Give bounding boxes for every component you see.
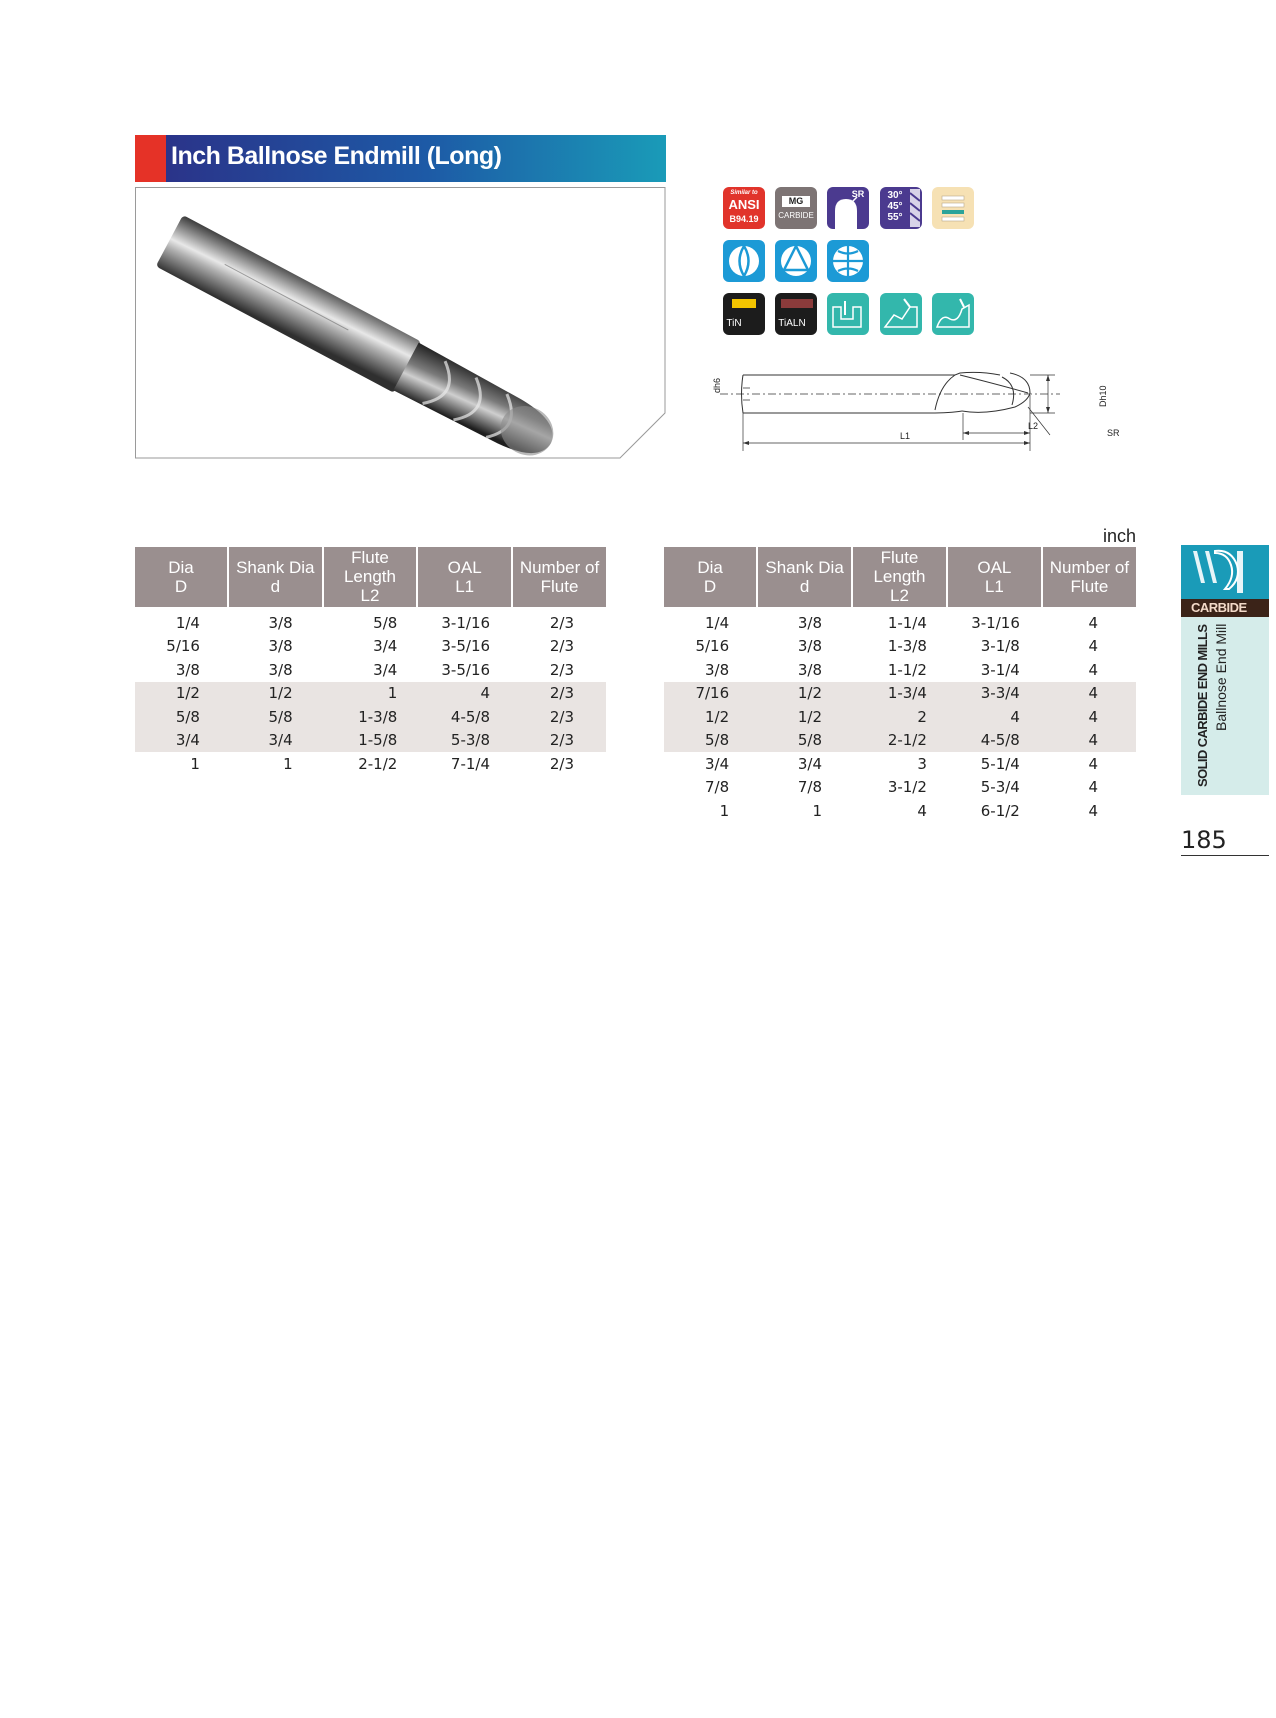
table-cell: 2/3 [512, 682, 606, 706]
section-tab [1181, 545, 1269, 795]
table-cell: 3/8 [797, 660, 823, 679]
column-header [664, 547, 757, 607]
table-cell: 2-1/2 [358, 754, 398, 773]
column-header [947, 547, 1042, 607]
table-row [664, 776, 1136, 800]
table-cell: 3/4 [705, 754, 730, 773]
table-cell: 2/3 [512, 729, 606, 753]
page-number-rule [1181, 855, 1269, 856]
table-row [664, 658, 1136, 682]
table-cell: 3-1/8 [980, 637, 1020, 656]
product-photo [135, 187, 666, 459]
profiling-application-icon [880, 293, 922, 335]
table-cell: 1/2 [228, 682, 323, 706]
table-cell: 1-5/8 [323, 729, 418, 753]
helix-angle-icon: 30° 45° 55° [880, 187, 922, 229]
table-row [664, 752, 1136, 776]
table-cell: 7/8 [797, 778, 823, 797]
table-cell: 4-5/8 [417, 705, 512, 729]
column-header-line1: Number of [1049, 557, 1130, 577]
table-cell: 2/3 [549, 660, 574, 679]
shank-dia-label: dh6 [712, 377, 722, 393]
table-cell: 1 [190, 754, 200, 773]
column-header [512, 547, 606, 607]
table-cell: 4 [1088, 613, 1098, 632]
column-header-line2: D [174, 576, 188, 596]
table-row [664, 729, 1136, 753]
dia-label: Dh10 [1098, 385, 1108, 407]
table-cell: 3/8 [705, 660, 730, 679]
table-cell: 1/2 [135, 682, 228, 706]
table-row [135, 705, 606, 729]
column-header-line2: L1 [984, 576, 1004, 596]
table-cell: 3-1/4 [980, 660, 1020, 679]
table-cell: 5/8 [228, 705, 323, 729]
tialn-coating-icon: TiALN [775, 293, 817, 335]
table-cell: 1/2 [664, 705, 757, 729]
table-cell: 4 [1042, 729, 1136, 753]
table-cell: 6-1/2 [980, 801, 1020, 820]
table-cell: 1 [283, 754, 293, 773]
table-cell: 5-3/8 [417, 729, 512, 753]
table-cell: 5/16 [166, 637, 200, 656]
table-cell: 3/8 [268, 613, 293, 632]
table-cell: 3/8 [268, 660, 293, 679]
table-cell: 3 [917, 754, 927, 773]
table-cell: 1-3/8 [323, 705, 418, 729]
table-cell: 4 [1088, 754, 1098, 773]
table-row [135, 611, 606, 635]
table-cell: 3-1/16 [441, 613, 491, 632]
table-cell: 4 [1088, 660, 1098, 679]
column-header-line2: d [270, 576, 281, 596]
section-title: SOLID CARBIDE END MILLS [1195, 624, 1210, 787]
column-header [135, 547, 228, 607]
contouring-application-icon [932, 293, 974, 335]
column-header-line1: OAL [977, 557, 1012, 577]
table-cell: 5/8 [373, 613, 398, 632]
table-cell: 3/8 [797, 613, 823, 632]
table-cell: 5/8 [757, 729, 852, 753]
table-cell: 1-1/4 [887, 613, 927, 632]
header-row [664, 547, 1136, 607]
table-cell: 3/8 [175, 660, 200, 679]
table-cell: 3/4 [797, 754, 823, 773]
table-row [135, 635, 606, 659]
table-cell: 4 [947, 705, 1042, 729]
table-cell: 3-5/16 [441, 637, 491, 656]
table-cell: 3-5/16 [441, 660, 491, 679]
sr-label: SR [1107, 428, 1120, 438]
table-cell: 1-1/2 [887, 660, 927, 679]
column-header [1042, 547, 1136, 607]
column-header [757, 547, 852, 607]
table-cell: 4 [1088, 637, 1098, 656]
table-cell: 3-1/2 [887, 778, 927, 797]
column-header-line2: L2 [360, 586, 380, 605]
table-row [664, 611, 1136, 635]
page-title: Inch Ballnose Endmill (Long) [171, 142, 502, 170]
carbide-badge: CARBIDE [1181, 599, 1269, 617]
table-cell: 1/2 [757, 705, 852, 729]
table-cell: 5/8 [135, 705, 228, 729]
table-cell: 4-5/8 [947, 729, 1042, 753]
column-header [228, 547, 323, 607]
column-header-line2: L1 [455, 576, 475, 596]
column-header-line1: Shank Dia [236, 557, 315, 577]
spec-table-4-flute [664, 547, 1136, 823]
table-row [135, 752, 606, 776]
table-cell: 2-1/2 [852, 729, 947, 753]
oal-label: L1 [900, 431, 911, 441]
table-cell: 4 [1042, 682, 1136, 706]
table-cell: 5/8 [664, 729, 757, 753]
column-header-line2: Flute [540, 576, 579, 596]
column-header-line2: L2 [890, 586, 909, 605]
four-flute-icon [827, 240, 869, 282]
header-row [135, 547, 606, 607]
two-flute-icon [723, 240, 765, 282]
table-cell: 1/4 [705, 613, 730, 632]
table-cell: 3/4 [135, 729, 228, 753]
table-cell: 3-3/4 [947, 682, 1042, 706]
table-cell: 5-1/4 [980, 754, 1020, 773]
table-cell: 1/2 [757, 682, 852, 706]
title-banner [135, 135, 666, 182]
table-cell: 3/4 [228, 729, 323, 753]
table-cell: 4 [1042, 705, 1136, 729]
table-cell: 2/3 [549, 613, 574, 632]
column-header-line1: Number of [519, 557, 600, 577]
table-cell: 4 [417, 682, 512, 706]
ansi-standard-icon: Similar to ANSI B94.19 [723, 187, 765, 229]
title-accent [135, 135, 166, 182]
spec-table-2-3-flute [135, 547, 606, 776]
tolerance-icon [932, 187, 974, 229]
table-row [664, 635, 1136, 659]
column-header-line1: Flute Length [343, 548, 396, 586]
table-cell: 1 [812, 801, 823, 820]
column-header-line1: Dia [697, 557, 723, 577]
table-cell: 3-1/16 [971, 613, 1020, 632]
table-cell: 7/16 [664, 682, 757, 706]
table-cell: 2/3 [549, 637, 574, 656]
column-header-line1: Dia [168, 557, 194, 577]
table-cell: 1/4 [175, 613, 200, 632]
table-row [135, 658, 606, 682]
table-cell: 5-3/4 [980, 778, 1020, 797]
table-cell: 3/4 [373, 660, 398, 679]
column-header-line1: Shank Dia [765, 557, 844, 577]
table-cell: 2/3 [512, 705, 606, 729]
column-header [417, 547, 512, 607]
page-number: 185 [1181, 826, 1227, 854]
table-cell: 1 [719, 801, 730, 820]
table-row [664, 682, 1136, 706]
table-cell: 2/3 [549, 754, 574, 773]
table-cell: 2 [852, 705, 947, 729]
table-row [135, 729, 606, 753]
column-header-line2: Flute [1070, 576, 1109, 596]
unit-label: inch [1102, 526, 1136, 546]
table-cell: 3/8 [268, 637, 293, 656]
slotting-application-icon [827, 293, 869, 335]
column-header-line1: Flute Length [873, 548, 926, 586]
table-cell: 4 [917, 801, 927, 820]
table-cell: 5/16 [695, 637, 730, 656]
table-cell: 4 [1088, 778, 1098, 797]
column-header-line2: D [703, 576, 717, 596]
table-cell: 1-3/8 [887, 637, 927, 656]
table-cell: 3/4 [373, 637, 398, 656]
table-row [135, 682, 606, 706]
mg-carbide-icon: MG CARBIDE [775, 187, 817, 229]
table-row [664, 799, 1136, 823]
column-header-line2: d [799, 576, 810, 596]
table-cell: 3/8 [797, 637, 823, 656]
table-cell: 1-3/4 [852, 682, 947, 706]
column-header [852, 547, 947, 607]
tool-schematic [710, 355, 1130, 455]
flute-length-label: L2 [1028, 421, 1039, 431]
tin-coating-icon: TiN [723, 293, 765, 335]
three-flute-icon [775, 240, 817, 282]
section-label-area [1181, 617, 1269, 795]
section-subtitle: Ballnose End Mill [1213, 623, 1229, 731]
column-header-line1: OAL [447, 557, 482, 577]
ball-radius-icon: SR [827, 187, 869, 229]
table-cell: 7-1/4 [450, 754, 491, 773]
table-cell: 1 [323, 682, 418, 706]
table-cell: 4 [1088, 801, 1098, 820]
column-header [323, 547, 418, 607]
table-cell: 7/8 [705, 778, 730, 797]
table-row [664, 705, 1136, 729]
